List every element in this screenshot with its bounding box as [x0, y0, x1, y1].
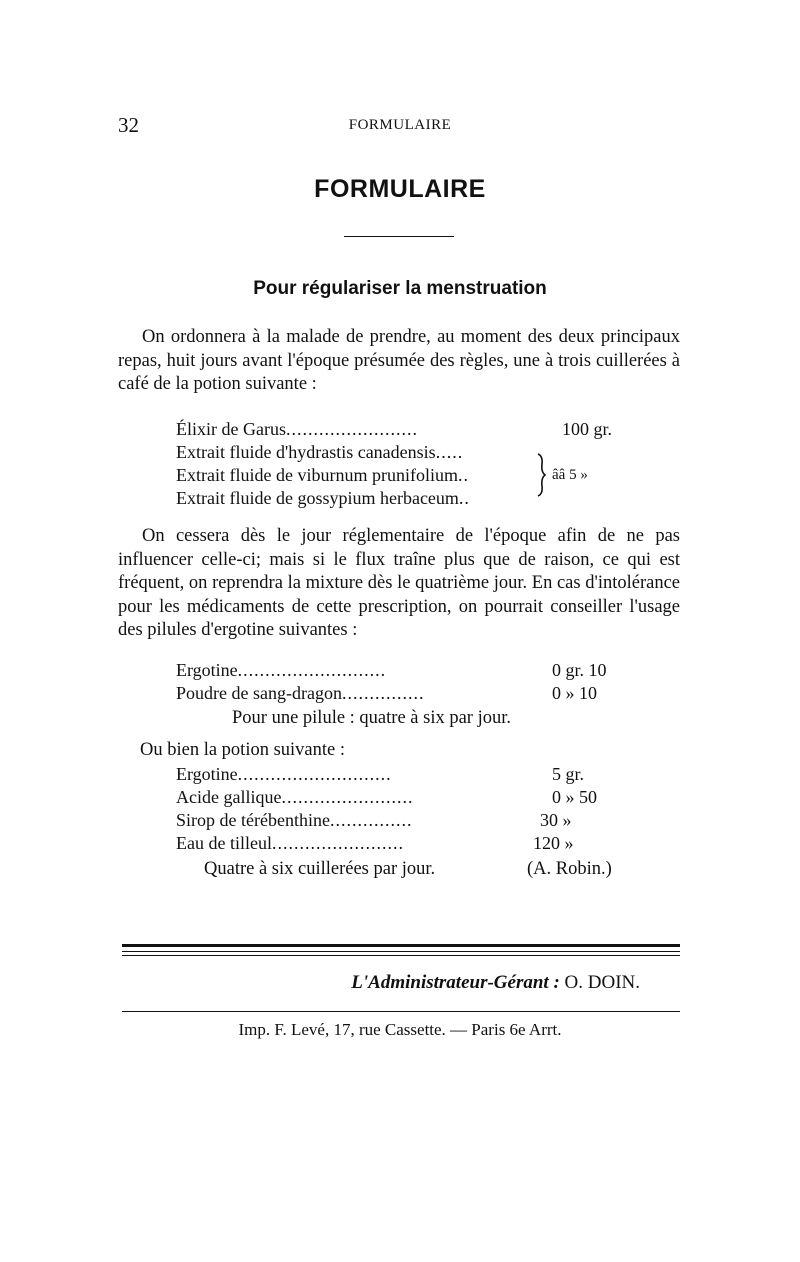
administrator-line — [0, 972, 640, 994]
ingredient-name: Ergotine — [176, 660, 238, 680]
ingredient-quantity: 120 » — [533, 833, 574, 853]
intro-text: On ordonnera à la malade de prendre, au moment des deux principaux repas, huit jours avant l'époque présumée des règles, une à trois cuillerées à café de la potion suivante : — [118, 327, 680, 394]
recipe-1-item-4 — [176, 487, 470, 510]
leader-dots: ............................ — [237, 764, 392, 784]
footer-rule-thin — [122, 951, 680, 952]
recipe-1-item-1 — [176, 418, 418, 441]
ingredient-quantity: 0 » 10 — [552, 683, 597, 703]
second-paragraph — [118, 525, 680, 643]
imprint-line: Imp. F. Levé, 17, rue Cassette. — Paris 6e Arrt. — [238, 1020, 562, 1039]
leader-dots: ............... — [341, 683, 425, 703]
leader-dots: ............... — [329, 810, 413, 830]
recipe-2-note: Pour une pilule : quatre à six par jour. — [232, 708, 511, 728]
recipe-3-author: (A. Robin.) — [527, 859, 612, 879]
ingredient-name: Élixir de Garus — [176, 419, 286, 439]
or-line: Ou bien la potion suivante : — [140, 740, 346, 760]
recipe-2-item-1 — [176, 659, 386, 682]
ingredient-name: Extrait fluide d'hydrastis canadensis — [176, 442, 436, 462]
leader-dots: ........................... — [237, 660, 387, 680]
admin-name: O. DOIN. — [564, 972, 640, 993]
imprint-rule — [122, 1011, 680, 1012]
ingredient-name: Eau de tilleul — [176, 833, 272, 853]
ingredient-quantity: 100 gr. — [562, 419, 613, 439]
section-subtitle: Pour régulariser la menstruation — [253, 278, 547, 299]
second-text: On cessera dès le jour réglementaire de l'époque afin de ne pas influencer celle-ci; mais si le flux traîne plus que de raison, ce qui est fréquent, on reprendra la mixture dès le quatrième jour. En cas d'intolérance pour les médicaments de cette prescription, on pourrait conseiller l'usage des pilules d'ergotine suivantes : — [118, 526, 680, 640]
page-number: 32 — [118, 113, 139, 137]
recipe-1-item-2 — [176, 441, 463, 464]
ingredient-name: Ergotine — [176, 764, 238, 784]
curly-brace-icon — [536, 452, 546, 498]
ingredient-quantity: 0 » 50 — [552, 787, 597, 807]
running-title: FORMULAIRE — [348, 117, 452, 133]
recipe-3-item-3 — [176, 809, 412, 832]
intro-paragraph — [118, 326, 680, 397]
ingredient-quantity: ââ 5 » — [552, 467, 588, 483]
recipe-3-item-4 — [176, 832, 404, 855]
recipe-2-item-2 — [176, 682, 424, 705]
leader-dots: ........................ — [285, 419, 418, 439]
recipe-1-item-3 — [176, 464, 469, 487]
recipe-3-note: Quatre à six cuillerées par jour. — [204, 859, 436, 879]
leader-dots: ........................ — [271, 833, 404, 853]
ingredient-name: Acide gallique — [176, 787, 282, 807]
ingredient-name: Sirop de térébenthine — [176, 810, 330, 830]
footer-rule-thick — [122, 944, 680, 947]
leader-dots: .. — [458, 488, 470, 508]
ingredient-quantity: 0 gr. 10 — [552, 660, 607, 680]
admin-label: L'Administrateur-Gérant : — [351, 972, 560, 993]
ingredient-name: Extrait fluide de viburnum prunifolium — [176, 465, 458, 485]
leader-dots: ........................ — [281, 787, 414, 807]
leader-dots: ..... — [435, 442, 464, 462]
ingredient-name: Poudre de sang-dragon — [176, 683, 342, 703]
ingredient-quantity: 30 » — [540, 810, 572, 830]
recipe-3-item-1 — [176, 763, 392, 786]
title-rule — [344, 236, 454, 237]
footer-rule-thin-2 — [122, 955, 680, 956]
ingredient-quantity: 5 gr. — [552, 764, 585, 784]
ingredient-name: Extrait fluide de gossypium herbaceum — [176, 488, 459, 508]
recipe-3-item-2 — [176, 786, 413, 809]
leader-dots: .. — [457, 465, 469, 485]
page-title: FORMULAIRE — [314, 175, 486, 203]
